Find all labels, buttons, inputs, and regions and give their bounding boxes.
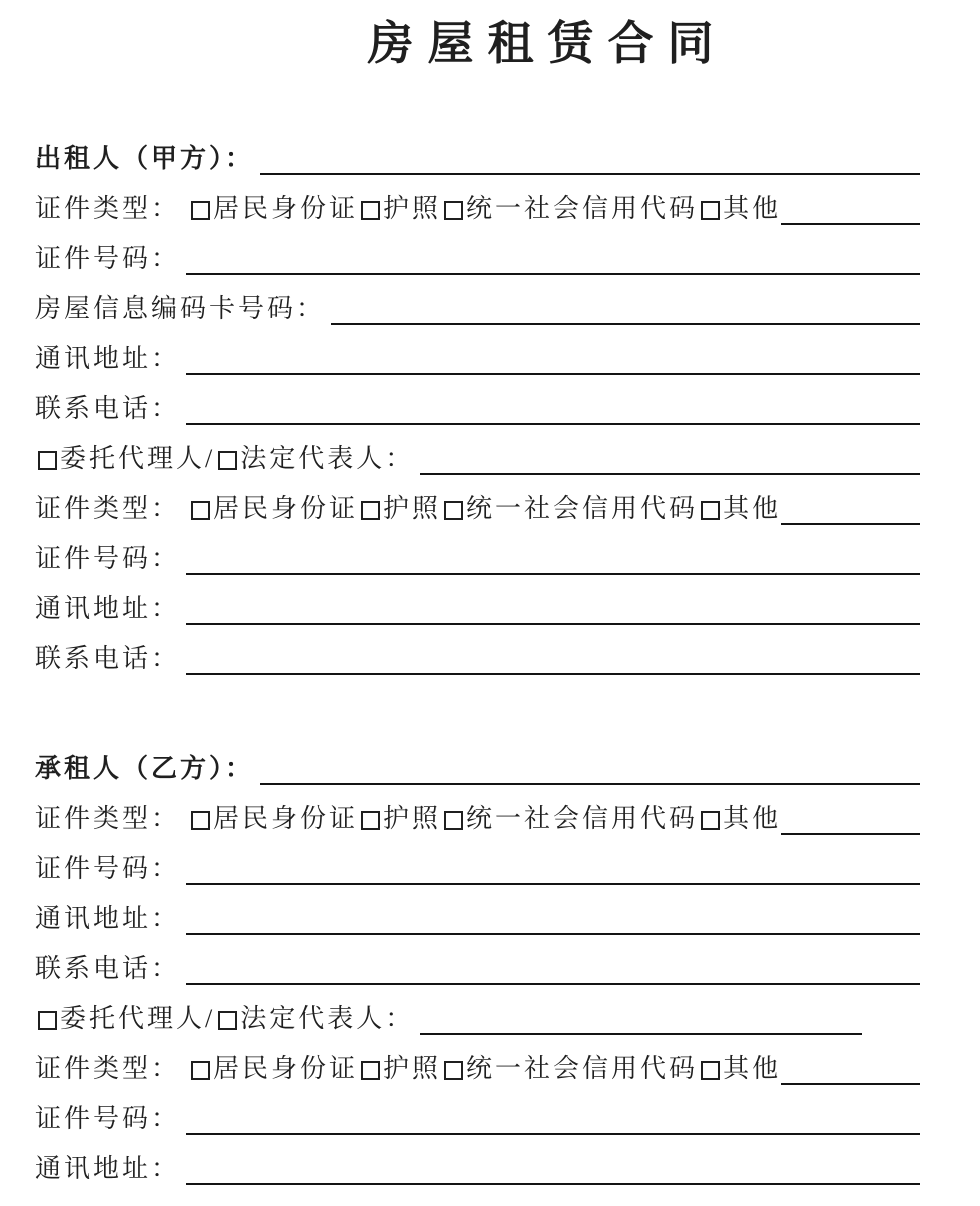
- party-a-other-checkbox[interactable]: [701, 201, 720, 220]
- party-a-name-field[interactable]: [260, 173, 920, 175]
- party-b-header-row: [35, 744, 920, 794]
- cert-number-label: 证件号码：: [35, 1104, 181, 1133]
- cert-type-label: 证件类型：: [35, 494, 181, 523]
- party-b-cert-number-row: [35, 844, 920, 894]
- address-label: 通讯地址：: [35, 344, 181, 373]
- phone-label: 联系电话：: [35, 394, 181, 423]
- other-option-label: 其他: [723, 804, 782, 833]
- party-b-name-field[interactable]: [260, 783, 920, 785]
- party-a-agent-checkbox[interactable]: [38, 451, 57, 470]
- party-a-agent-other-cert-field[interactable]: [781, 523, 920, 525]
- party-a-house-code-row: [35, 284, 920, 334]
- agent-label: 委托代理人/: [60, 444, 216, 473]
- house-code-card-label: 房屋信息编码卡号码：: [35, 294, 326, 323]
- party-b-agent-id-card-checkbox[interactable]: [191, 1061, 210, 1080]
- page-title: 房屋租赁合同: [367, 18, 728, 69]
- party-b-agent-passport-checkbox[interactable]: [361, 1061, 380, 1080]
- party-b-id-card-checkbox[interactable]: [191, 811, 210, 830]
- uscc-option-label: 统一社会信用代码: [466, 804, 699, 833]
- party-b-agent-other-cert-field[interactable]: [781, 1083, 920, 1085]
- party-a-uscc-checkbox[interactable]: [444, 201, 463, 220]
- passport-option-label: 护照: [383, 804, 442, 833]
- cert-number-label: 证件号码：: [35, 244, 181, 273]
- party-a-id-card-checkbox[interactable]: [191, 201, 210, 220]
- passport-option-label: 护照: [383, 194, 442, 223]
- passport-option-label: 护照: [383, 1054, 442, 1083]
- party-a-agent-row: [35, 434, 920, 484]
- party-b-phone-field[interactable]: [186, 983, 920, 985]
- party-b-passport-checkbox[interactable]: [361, 811, 380, 830]
- uscc-option-label: 统一社会信用代码: [466, 1054, 699, 1083]
- legal-rep-label: 法定代表人：: [240, 1004, 415, 1033]
- address-label: 通讯地址：: [35, 904, 181, 933]
- phone-label: 联系电话：: [35, 644, 181, 673]
- party-a-cert-number-field[interactable]: [186, 273, 920, 275]
- party-a-cert-type-row: [35, 184, 920, 234]
- party-a-agent-id-card-checkbox[interactable]: [191, 501, 210, 520]
- party-a-header-row: [35, 134, 920, 184]
- party-b-agent-name-field[interactable]: [420, 1033, 862, 1035]
- party-b-agent-uscc-checkbox[interactable]: [444, 1061, 463, 1080]
- party-b-agent-cert-number-row: [35, 1094, 920, 1144]
- party-b-agent-cert-number-field[interactable]: [186, 1133, 920, 1135]
- cert-number-label: 证件号码：: [35, 854, 181, 883]
- party-b-cert-type-row: [35, 794, 920, 844]
- cert-type-label: 证件类型：: [35, 1054, 181, 1083]
- party-a-header-label: 出租人（甲方）：: [35, 144, 255, 173]
- party-a-address-field[interactable]: [186, 373, 920, 375]
- party-b-uscc-checkbox[interactable]: [444, 811, 463, 830]
- party-b-agent-address-row: [35, 1144, 920, 1194]
- legal-rep-label: 法定代表人：: [240, 444, 415, 473]
- id-card-option-label: 居民身份证: [213, 494, 359, 523]
- party-b-header-label: 承租人（乙方）：: [35, 754, 255, 783]
- party-a-agent-cert-number-field[interactable]: [186, 573, 920, 575]
- party-a-agent-cert-number-row: [35, 534, 920, 584]
- party-a-phone-row: [35, 384, 920, 434]
- party-b-address-row: [35, 894, 920, 944]
- cert-number-label: 证件号码：: [35, 544, 181, 573]
- party-b-agent-row: [35, 994, 920, 1044]
- cert-type-label: 证件类型：: [35, 194, 181, 223]
- party-a-address-row: [35, 334, 920, 384]
- party-b-agent-address-field[interactable]: [186, 1183, 920, 1185]
- party-a-agent-name-field[interactable]: [420, 473, 920, 475]
- party-b-legal-rep-checkbox[interactable]: [218, 1011, 237, 1030]
- agent-label: 委托代理人/: [60, 1004, 216, 1033]
- party-a-agent-other-checkbox[interactable]: [701, 501, 720, 520]
- party-a-agent-address-row: [35, 584, 920, 634]
- party-a-passport-checkbox[interactable]: [361, 201, 380, 220]
- address-label: 通讯地址：: [35, 1154, 181, 1183]
- party-a-other-cert-field[interactable]: [781, 223, 920, 225]
- cert-type-label: 证件类型：: [35, 804, 181, 833]
- party-a-legal-rep-checkbox[interactable]: [218, 451, 237, 470]
- party-b-phone-row: [35, 944, 920, 994]
- party-b-address-field[interactable]: [186, 933, 920, 935]
- party-b-agent-checkbox[interactable]: [38, 1011, 57, 1030]
- id-card-option-label: 居民身份证: [213, 804, 359, 833]
- uscc-option-label: 统一社会信用代码: [466, 494, 699, 523]
- uscc-option-label: 统一社会信用代码: [466, 194, 699, 223]
- id-card-option-label: 居民身份证: [213, 1054, 359, 1083]
- phone-label: 联系电话：: [35, 954, 181, 983]
- party-b-agent-cert-type-row: [35, 1044, 920, 1094]
- party-a-agent-passport-checkbox[interactable]: [361, 501, 380, 520]
- party-a-house-code-field[interactable]: [331, 323, 920, 325]
- party-b-other-cert-field[interactable]: [781, 833, 920, 835]
- party-a-agent-cert-type-row: [35, 484, 920, 534]
- other-option-label: 其他: [723, 494, 782, 523]
- other-option-label: 其他: [723, 194, 782, 223]
- party-b-agent-other-checkbox[interactable]: [701, 1061, 720, 1080]
- address-label: 通讯地址：: [35, 594, 181, 623]
- party-a-cert-number-row: [35, 234, 920, 284]
- passport-option-label: 护照: [383, 494, 442, 523]
- id-card-option-label: 居民身份证: [213, 194, 359, 223]
- other-option-label: 其他: [723, 1054, 782, 1083]
- party-a-agent-address-field[interactable]: [186, 623, 920, 625]
- party-a-phone-field[interactable]: [186, 423, 920, 425]
- party-a-agent-phone-field[interactable]: [186, 673, 920, 675]
- party-a-agent-uscc-checkbox[interactable]: [444, 501, 463, 520]
- party-b-other-checkbox[interactable]: [701, 811, 720, 830]
- party-a-agent-phone-row: [35, 634, 920, 684]
- party-b-cert-number-field[interactable]: [186, 883, 920, 885]
